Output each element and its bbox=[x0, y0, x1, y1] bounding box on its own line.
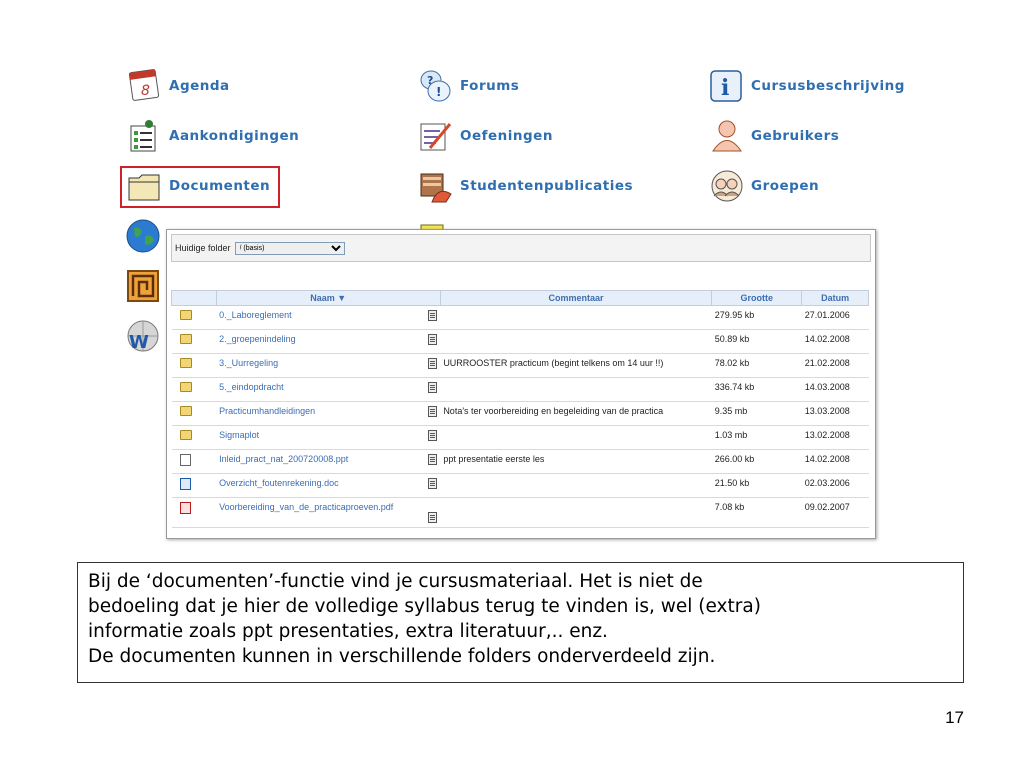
table-row[interactable] bbox=[172, 402, 869, 426]
document-date: 14.02.2008 bbox=[802, 330, 869, 354]
folder-icon bbox=[180, 406, 192, 416]
tool-cursusbeschrijving[interactable] bbox=[709, 66, 905, 106]
table-row[interactable] bbox=[172, 498, 869, 528]
document-link[interactable]: Voorbereiding_van_de_practicaproeven.pdf bbox=[219, 502, 394, 512]
info-icon bbox=[709, 68, 745, 104]
document-link[interactable]: Sigmaplot bbox=[219, 430, 260, 440]
tool-gebruikers-label: Gebruikers bbox=[751, 128, 840, 144]
document-date: 21.02.2008 bbox=[802, 354, 869, 378]
caption-line: informatie zoals ppt presentaties, extra literatuur,.. enz. bbox=[88, 621, 608, 642]
svg-text:W: W bbox=[129, 332, 149, 353]
download-icon[interactable] bbox=[428, 358, 437, 369]
maze-icon[interactable] bbox=[125, 268, 161, 304]
document-date: 13.03.2008 bbox=[802, 402, 869, 426]
current-folder-bar bbox=[171, 234, 871, 262]
calendar-icon bbox=[127, 68, 163, 104]
download-icon[interactable] bbox=[428, 454, 437, 465]
download-icon[interactable] bbox=[428, 310, 437, 321]
announcement-list-icon bbox=[127, 118, 163, 154]
document-date: 13.02.2008 bbox=[802, 426, 869, 450]
document-size: 78.02 kb bbox=[712, 354, 802, 378]
document-comment: ppt presentatie eerste les bbox=[440, 450, 711, 474]
groups-icon bbox=[709, 168, 745, 204]
user-icon bbox=[709, 118, 745, 154]
tool-documenten-label: Documenten bbox=[169, 178, 271, 194]
student-publications-icon bbox=[418, 168, 454, 204]
folder-icon bbox=[180, 334, 192, 344]
document-link[interactable]: Practicumhandleidingen bbox=[219, 406, 316, 416]
document-comment bbox=[440, 378, 711, 402]
folder-icon bbox=[180, 310, 192, 320]
tool-agenda-label: Agenda bbox=[169, 78, 230, 94]
document-size: 336.74 kb bbox=[712, 378, 802, 402]
explanation-textbox bbox=[77, 562, 964, 683]
document-link[interactable]: 2._groepenindeling bbox=[219, 334, 296, 344]
document-comment bbox=[440, 498, 711, 528]
document-size: 21.50 kb bbox=[712, 474, 802, 498]
download-icon[interactable] bbox=[428, 512, 437, 523]
col-datum[interactable]: Datum bbox=[802, 291, 869, 306]
download-icon[interactable] bbox=[428, 334, 437, 345]
document-comment: UURROOSTER practicum (begint telkens om 14 uur !!) bbox=[440, 354, 711, 378]
page-number: 17 bbox=[945, 708, 964, 727]
download-icon[interactable] bbox=[428, 430, 437, 441]
document-comment bbox=[440, 330, 711, 354]
download-icon[interactable] bbox=[428, 406, 437, 417]
svg-text:?: ? bbox=[427, 74, 434, 87]
globe-icon[interactable] bbox=[125, 218, 161, 254]
document-comment bbox=[440, 474, 711, 498]
current-folder-label: Huidige folder bbox=[175, 243, 231, 253]
tool-forums[interactable] bbox=[418, 66, 519, 106]
tool-oefeningen-label: Oefeningen bbox=[460, 128, 553, 144]
folder-icon bbox=[180, 430, 192, 440]
folder-icon bbox=[127, 168, 163, 204]
document-size: 266.00 kb bbox=[712, 450, 802, 474]
tool-aankondigingen-label: Aankondigingen bbox=[169, 128, 300, 144]
document-date: 14.02.2008 bbox=[802, 450, 869, 474]
tool-gebruikers[interactable] bbox=[709, 116, 839, 156]
current-folder-select[interactable] bbox=[235, 242, 345, 255]
document-date: 02.03.2006 bbox=[802, 474, 869, 498]
document-link[interactable]: Overzicht_foutenrekening.doc bbox=[219, 478, 339, 488]
table-row[interactable] bbox=[172, 474, 869, 498]
tool-studentenpublicaties-label: Studentenpublicaties bbox=[460, 178, 634, 194]
tool-oefeningen[interactable] bbox=[418, 116, 553, 156]
svg-text:i: i bbox=[721, 75, 730, 101]
tool-documenten[interactable] bbox=[127, 166, 270, 206]
tool-forums-label: Forums bbox=[460, 78, 520, 94]
document-link[interactable]: 0._Laboreglement bbox=[219, 310, 292, 320]
folder-icon bbox=[180, 358, 192, 368]
document-date: 27.01.2006 bbox=[802, 306, 869, 330]
caption-line: bedoeling dat je hier de volledige syllabus terug te vinden is, wel (extra) bbox=[88, 596, 761, 617]
svg-text:8: 8 bbox=[141, 83, 150, 99]
wiki-globe-icon[interactable] bbox=[125, 318, 161, 354]
col-grootte[interactable]: Grootte bbox=[712, 291, 802, 306]
col-type bbox=[172, 291, 217, 306]
word-doc-icon bbox=[180, 478, 191, 490]
table-row[interactable] bbox=[172, 330, 869, 354]
tool-studentenpublicaties[interactable] bbox=[418, 166, 633, 206]
document-size: 50.89 kb bbox=[712, 330, 802, 354]
table-row[interactable] bbox=[172, 378, 869, 402]
document-comment: Nota's ter voorbereiding en begeleiding van de practica bbox=[440, 402, 711, 426]
tool-groepen-label: Groepen bbox=[751, 178, 820, 194]
tool-agenda[interactable] bbox=[127, 66, 230, 106]
document-link[interactable]: 3._Uurregeling bbox=[219, 358, 279, 368]
documents-table bbox=[171, 290, 869, 528]
tool-aankondigingen[interactable] bbox=[127, 116, 299, 156]
exercise-pencil-icon bbox=[418, 118, 454, 154]
table-row[interactable] bbox=[172, 426, 869, 450]
documents-panel bbox=[166, 229, 876, 539]
document-comment bbox=[440, 426, 711, 450]
document-size: 279.95 kb bbox=[712, 306, 802, 330]
ppt-file-icon bbox=[180, 454, 191, 466]
download-icon[interactable] bbox=[428, 478, 437, 489]
document-date: 14.03.2008 bbox=[802, 378, 869, 402]
table-row[interactable] bbox=[172, 354, 869, 378]
document-comment bbox=[440, 306, 711, 330]
folder-icon bbox=[180, 382, 192, 392]
caption-line: Bij de ‘documenten’-functie vind je cursusmateriaal. Het is niet de bbox=[88, 571, 703, 592]
document-link[interactable]: 5._eindopdracht bbox=[219, 382, 284, 392]
col-commentaar[interactable]: Commentaar bbox=[440, 291, 711, 306]
table-row[interactable] bbox=[172, 306, 869, 330]
document-size: 9.35 mb bbox=[712, 402, 802, 426]
document-date: 09.02.2007 bbox=[802, 498, 869, 528]
tool-cursusbeschrijving-label: Cursusbeschrijving bbox=[751, 78, 905, 94]
download-icon[interactable] bbox=[428, 382, 437, 393]
svg-text:!: ! bbox=[436, 85, 442, 99]
forum-bubbles-icon bbox=[418, 68, 454, 104]
caption-line: De documenten kunnen in verschillende folders onderverdeeld zijn. bbox=[88, 646, 716, 667]
document-link[interactable]: Inleid_pract_nat_200720008.ppt bbox=[219, 454, 349, 464]
col-naam[interactable]: Naam ▼ bbox=[216, 291, 440, 306]
table-row[interactable] bbox=[172, 450, 869, 474]
tool-groepen[interactable] bbox=[709, 166, 819, 206]
document-size: 7.08 kb bbox=[712, 498, 802, 528]
pdf-file-icon bbox=[180, 502, 191, 514]
document-size: 1.03 mb bbox=[712, 426, 802, 450]
